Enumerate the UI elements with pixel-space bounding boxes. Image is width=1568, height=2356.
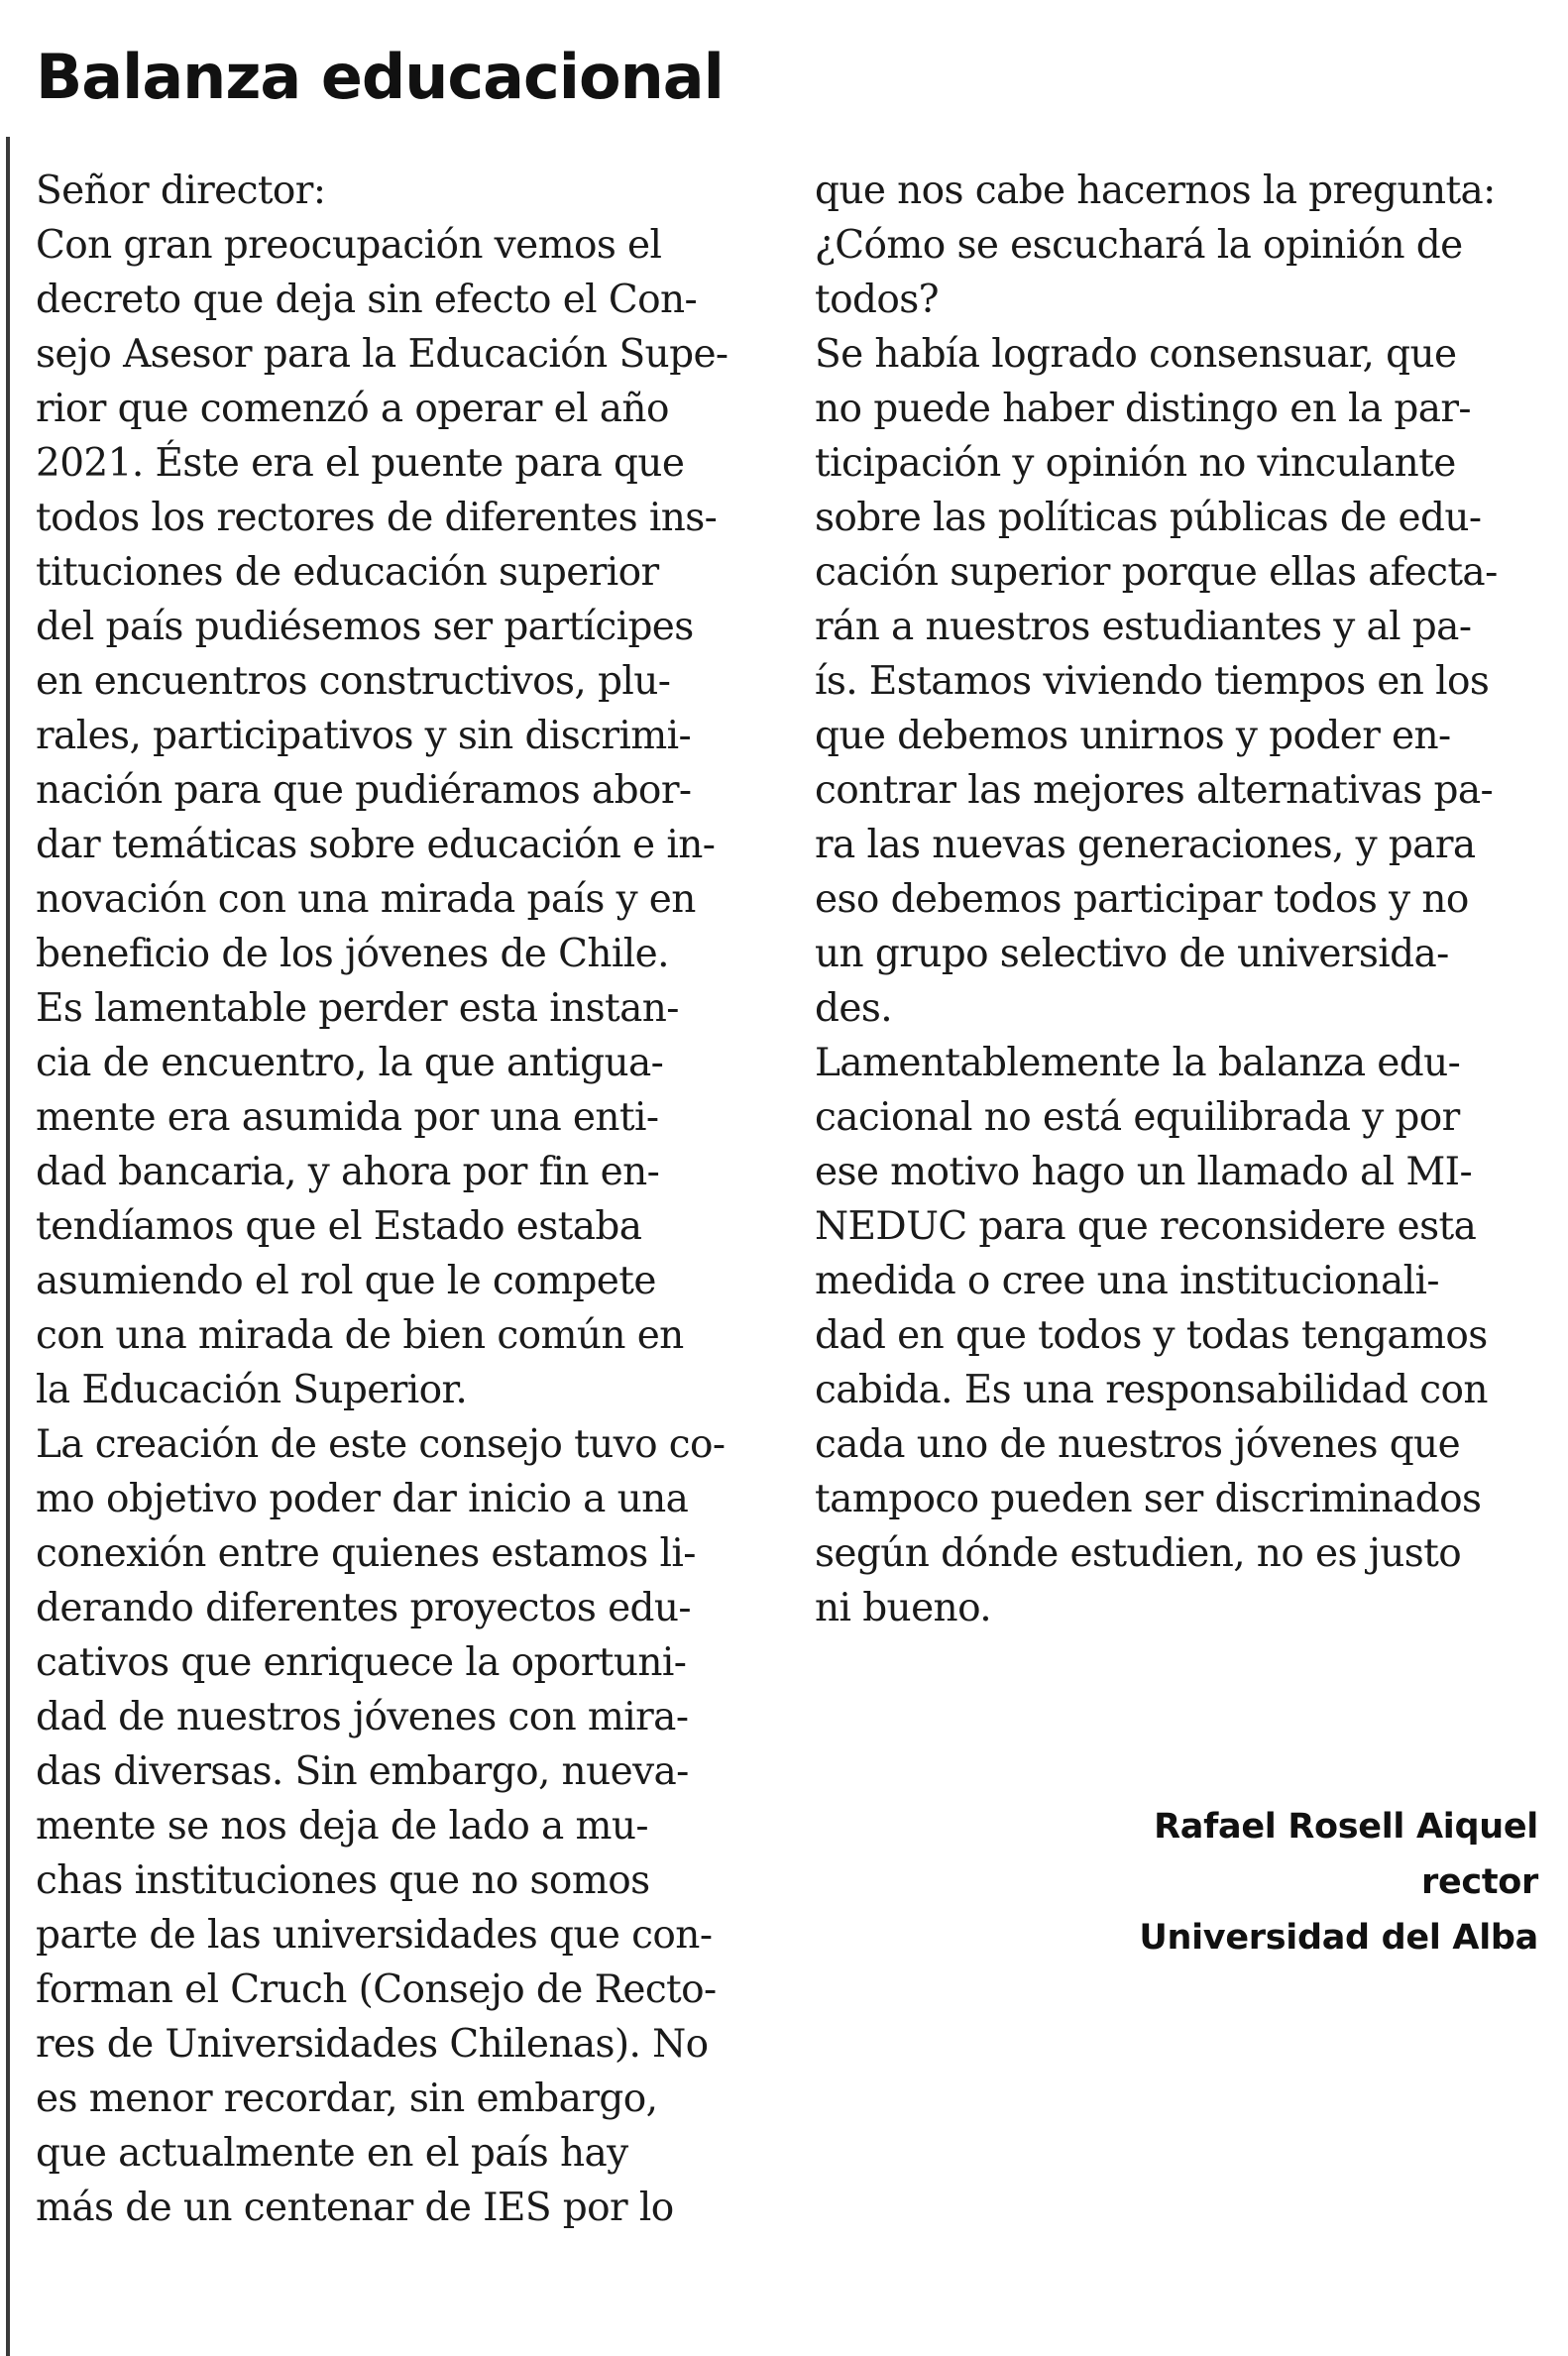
text-line: derando diferentes proyectos edu- (36, 1586, 692, 1630)
text-line: según dónde estudien, no es justo (815, 1531, 1462, 1576)
text-line: mente se nos deja de lado a mu- (36, 1804, 648, 1849)
text-line: das diversas. Sin embargo, nueva- (36, 1749, 689, 1794)
letter-column-right (815, 164, 1548, 1635)
text-line: tendíamos que el Estado estaba (36, 1204, 642, 1249)
text-line: la Educación Superior. (36, 1368, 468, 1412)
text-line: dad de nuestros jóvenes con mira- (36, 1695, 689, 1739)
text-line: con una mirada de bien común en (36, 1313, 684, 1358)
text-line: cabida. Es una responsabilidad con (815, 1368, 1488, 1412)
text-line: dar temáticas sobre educación e in- (36, 823, 716, 867)
column-rule (6, 137, 10, 2356)
text-line: ís. Estamos viviendo tiempos en los (815, 659, 1490, 704)
text-line: sejo Asesor para la Educación Supe- (36, 332, 728, 377)
text-line: medida o cree una institucionali- (815, 1259, 1439, 1303)
text-line: cacional no está equilibrada y por (815, 1095, 1460, 1140)
text-line: ¿Cómo se escuchará la opinión de (815, 223, 1463, 268)
text-line: cación superior porque ellas afecta- (815, 550, 1498, 595)
letter-column-left (36, 164, 759, 2235)
text-line: ese motivo hago un llamado al MI- (815, 1150, 1473, 1194)
text-line: sobre las políticas públicas de edu- (815, 496, 1482, 540)
text-line: rior que comenzó a operar el año (36, 387, 669, 431)
text-line: Es lamentable perder esta instan- (36, 986, 679, 1031)
text-line: es menor recordar, sin embargo, (36, 2076, 658, 2121)
text-line: nación para que pudiéramos abor- (36, 768, 692, 813)
signature-institution: Universidad del Alba (1139, 1918, 1538, 1958)
text-line: Con gran preocupación vemos el (36, 223, 662, 268)
text-line: mente era asumida por una enti- (36, 1095, 659, 1140)
text-line: cativos que enriquece la oportuni- (36, 1640, 687, 1685)
text-line: no puede haber distingo en la par- (815, 387, 1471, 431)
text-line: tituciones de educación superior (36, 550, 659, 595)
text-line: Señor director: (36, 168, 326, 213)
text-line: cada uno de nuestros jóvenes que (815, 1422, 1461, 1467)
text-line: mo objetivo poder dar inicio a una (36, 1477, 689, 1521)
text-line: Lamentablemente la balanza edu- (815, 1041, 1461, 1085)
text-line: ni bueno. (815, 1586, 992, 1630)
text-line: Se había logrado consensuar, que (815, 332, 1457, 377)
text-line: tampoco pueden ser discriminados (815, 1477, 1482, 1521)
text-line: todos? (815, 278, 939, 322)
text-line: rán a nuestros estudiantes y al pa- (815, 605, 1472, 649)
text-line: contrar las mejores alternativas pa- (815, 768, 1494, 813)
text-line: chas instituciones que no somos (36, 1858, 650, 1903)
text-line: un grupo selectivo de universida- (815, 932, 1449, 976)
text-line: rales, participativos y sin discrimi- (36, 714, 692, 758)
text-line: del país pudiésemos ser partícipes (36, 605, 694, 649)
text-line: dad en que todos y todas tengamos (815, 1313, 1488, 1358)
text-line: todos los rectores de diferentes ins- (36, 496, 718, 540)
text-line: asumiendo el rol que le compete (36, 1259, 656, 1303)
text-line: que debemos unirnos y poder en- (815, 714, 1451, 758)
text-line: res de Universidades Chilenas). No (36, 2022, 709, 2067)
text-line: cia de encuentro, la que antigua- (36, 1041, 664, 1085)
text-line: en encuentros constructivos, plu- (36, 659, 671, 704)
text-line: des. (815, 986, 893, 1031)
text-line: que actualmente en el país hay (36, 2131, 628, 2176)
text-line: más de un centenar de IES por lo (36, 2186, 674, 2230)
text-line: decreto que deja sin efecto el Con- (36, 278, 698, 322)
text-line: 2021. Éste era el puente para que (36, 441, 685, 486)
headline: Balanza educacional (36, 41, 724, 113)
text-line: dad bancaria, y ahora por fin en- (36, 1150, 660, 1194)
text-line: ra las nuevas generaciones, y para (815, 823, 1476, 867)
signature-block (1139, 1799, 1538, 1965)
signature-name: Rafael Rosell Aiquel (1154, 1807, 1538, 1847)
text-line: forman el Cruch (Consejo de Recto- (36, 1967, 717, 2012)
text-line: parte de las universidades que con- (36, 1913, 713, 1958)
text-line: NEDUC para que reconsidere esta (815, 1204, 1477, 1249)
text-line: eso debemos participar todos y no (815, 877, 1469, 922)
text-line: novación con una mirada país y en (36, 877, 696, 922)
text-line: ticipación y opinión no vinculante (815, 441, 1456, 486)
text-line: La creación de este consejo tuvo co- (36, 1422, 726, 1467)
text-line: que nos cabe hacernos la pregunta: (815, 168, 1496, 213)
text-line: conexión entre quienes estamos li- (36, 1531, 696, 1576)
text-line: beneficio de los jóvenes de Chile. (36, 932, 669, 976)
signature-title: rector (1421, 1862, 1538, 1902)
